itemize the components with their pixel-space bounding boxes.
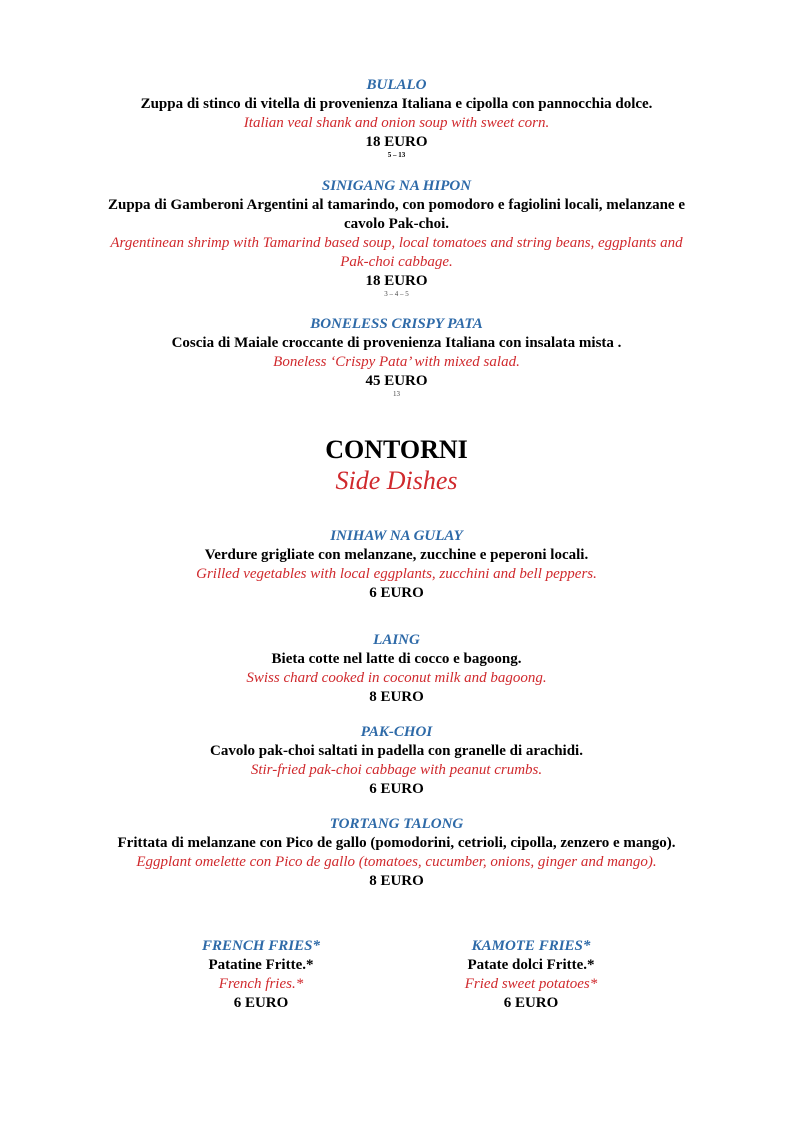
dish-price: 8 EURO <box>369 689 424 705</box>
menu-item-french-fries <box>131 937 391 1012</box>
dish-price: 6 EURO <box>369 781 424 797</box>
menu-item-sinigang-na-hipon <box>80 177 713 299</box>
dish-description-english-line2: Pak-choi cabbage. <box>340 254 453 270</box>
dish-description-english: Eggplant omelette con Pico de gallo (tomatoes, cucumber, onions, ginger and mango). <box>136 854 657 870</box>
dish-description-english-line1: Argentinean shrimp with Tamarind based soup, local tomatoes and string beans, eggplants and <box>110 235 683 251</box>
dish-name: BONELESS CRISPY PATA <box>310 316 483 332</box>
dish-price: 45 EURO <box>365 373 428 389</box>
dish-description-italian: Patate dolci Fritte.* <box>467 957 595 973</box>
dish-name: KAMOTE FRIES* <box>471 938 591 954</box>
menu-item-kamote-fries <box>401 937 661 1012</box>
dish-description-italian: Verdure grigliate con melanzane, zucchine e peperoni locali. <box>204 547 589 563</box>
dish-price: 6 EURO <box>369 585 424 601</box>
menu-item-boneless-crispy-pata <box>80 315 713 399</box>
menu-item-bulalo <box>80 76 713 160</box>
dish-price: 18 EURO <box>365 273 428 289</box>
dish-description-english: Swiss chard cooked in coconut milk and bagoong. <box>246 670 547 686</box>
dish-description-italian: Patatine Fritte.* <box>208 957 314 973</box>
dish-description-italian-line2: cavolo Pak-choi. <box>344 216 449 232</box>
dish-description-english: Italian veal shank and onion soup with sweet corn. <box>243 115 550 131</box>
dish-price: 8 EURO <box>369 873 424 889</box>
section-subtitle: Side Dishes <box>335 466 458 495</box>
dish-description-english: French fries.* <box>218 976 304 992</box>
dish-description-english: Fried sweet potatoes* <box>464 976 598 992</box>
dish-description-english: Stir-fried pak-choi cabbage with peanut crumbs. <box>250 762 543 778</box>
dish-name: BULALO <box>366 77 427 93</box>
dish-description-italian-line1: Zuppa di Gamberoni Argentini al tamarindo, con pomodoro e fagiolini locali, melanzane e <box>108 197 685 213</box>
dish-price: 18 EURO <box>365 134 428 150</box>
dish-name: TORTANG TALONG <box>329 816 464 832</box>
allergen-codes: 5 – 13 <box>387 151 406 159</box>
section-title: CONTORNI <box>325 435 468 464</box>
menu-item-tortang-talong <box>80 815 713 890</box>
dish-description-italian: Bieta cotte nel latte di cocco e bagoong. <box>271 651 522 667</box>
dish-description-italian: Coscia di Maiale croccante di provenienza Italiana con insalata mista . <box>171 335 622 351</box>
dish-description-italian: Zuppa di stinco di vitella di provenienza Italiana e cipolla con pannocchia dolce. <box>140 96 653 112</box>
dish-price: 6 EURO <box>233 995 289 1011</box>
dish-description-italian: Cavolo pak-choi saltati in padella con granelle di arachidi. <box>210 743 583 759</box>
dish-name: SINIGANG NA HIPON <box>321 178 472 194</box>
menu-item-inihaw-na-gulay <box>80 527 713 602</box>
menu-item-pak-choi <box>80 723 713 798</box>
menu-item-laing <box>80 631 713 706</box>
allergen-codes: 13 <box>393 390 400 398</box>
dish-description-english: Boneless ‘Crispy Pata’ with mixed salad. <box>273 354 520 370</box>
dish-name: LAING <box>373 632 420 648</box>
dish-name: PAK-CHOI <box>360 724 433 740</box>
allergen-codes: 3 – 4 – 5 <box>384 290 409 298</box>
dish-price: 6 EURO <box>503 995 559 1011</box>
dish-description-english: Grilled vegetables with local eggplants, zucchini and bell peppers. <box>196 566 597 582</box>
dish-name: INIHAW NA GULAY <box>330 528 463 544</box>
dish-description-italian: Frittata di melanzane con Pico de gallo (pomodorini, cetrioli, cipolla, zenzero e mango). <box>117 835 676 851</box>
dish-name: FRENCH FRIES* <box>202 938 320 954</box>
